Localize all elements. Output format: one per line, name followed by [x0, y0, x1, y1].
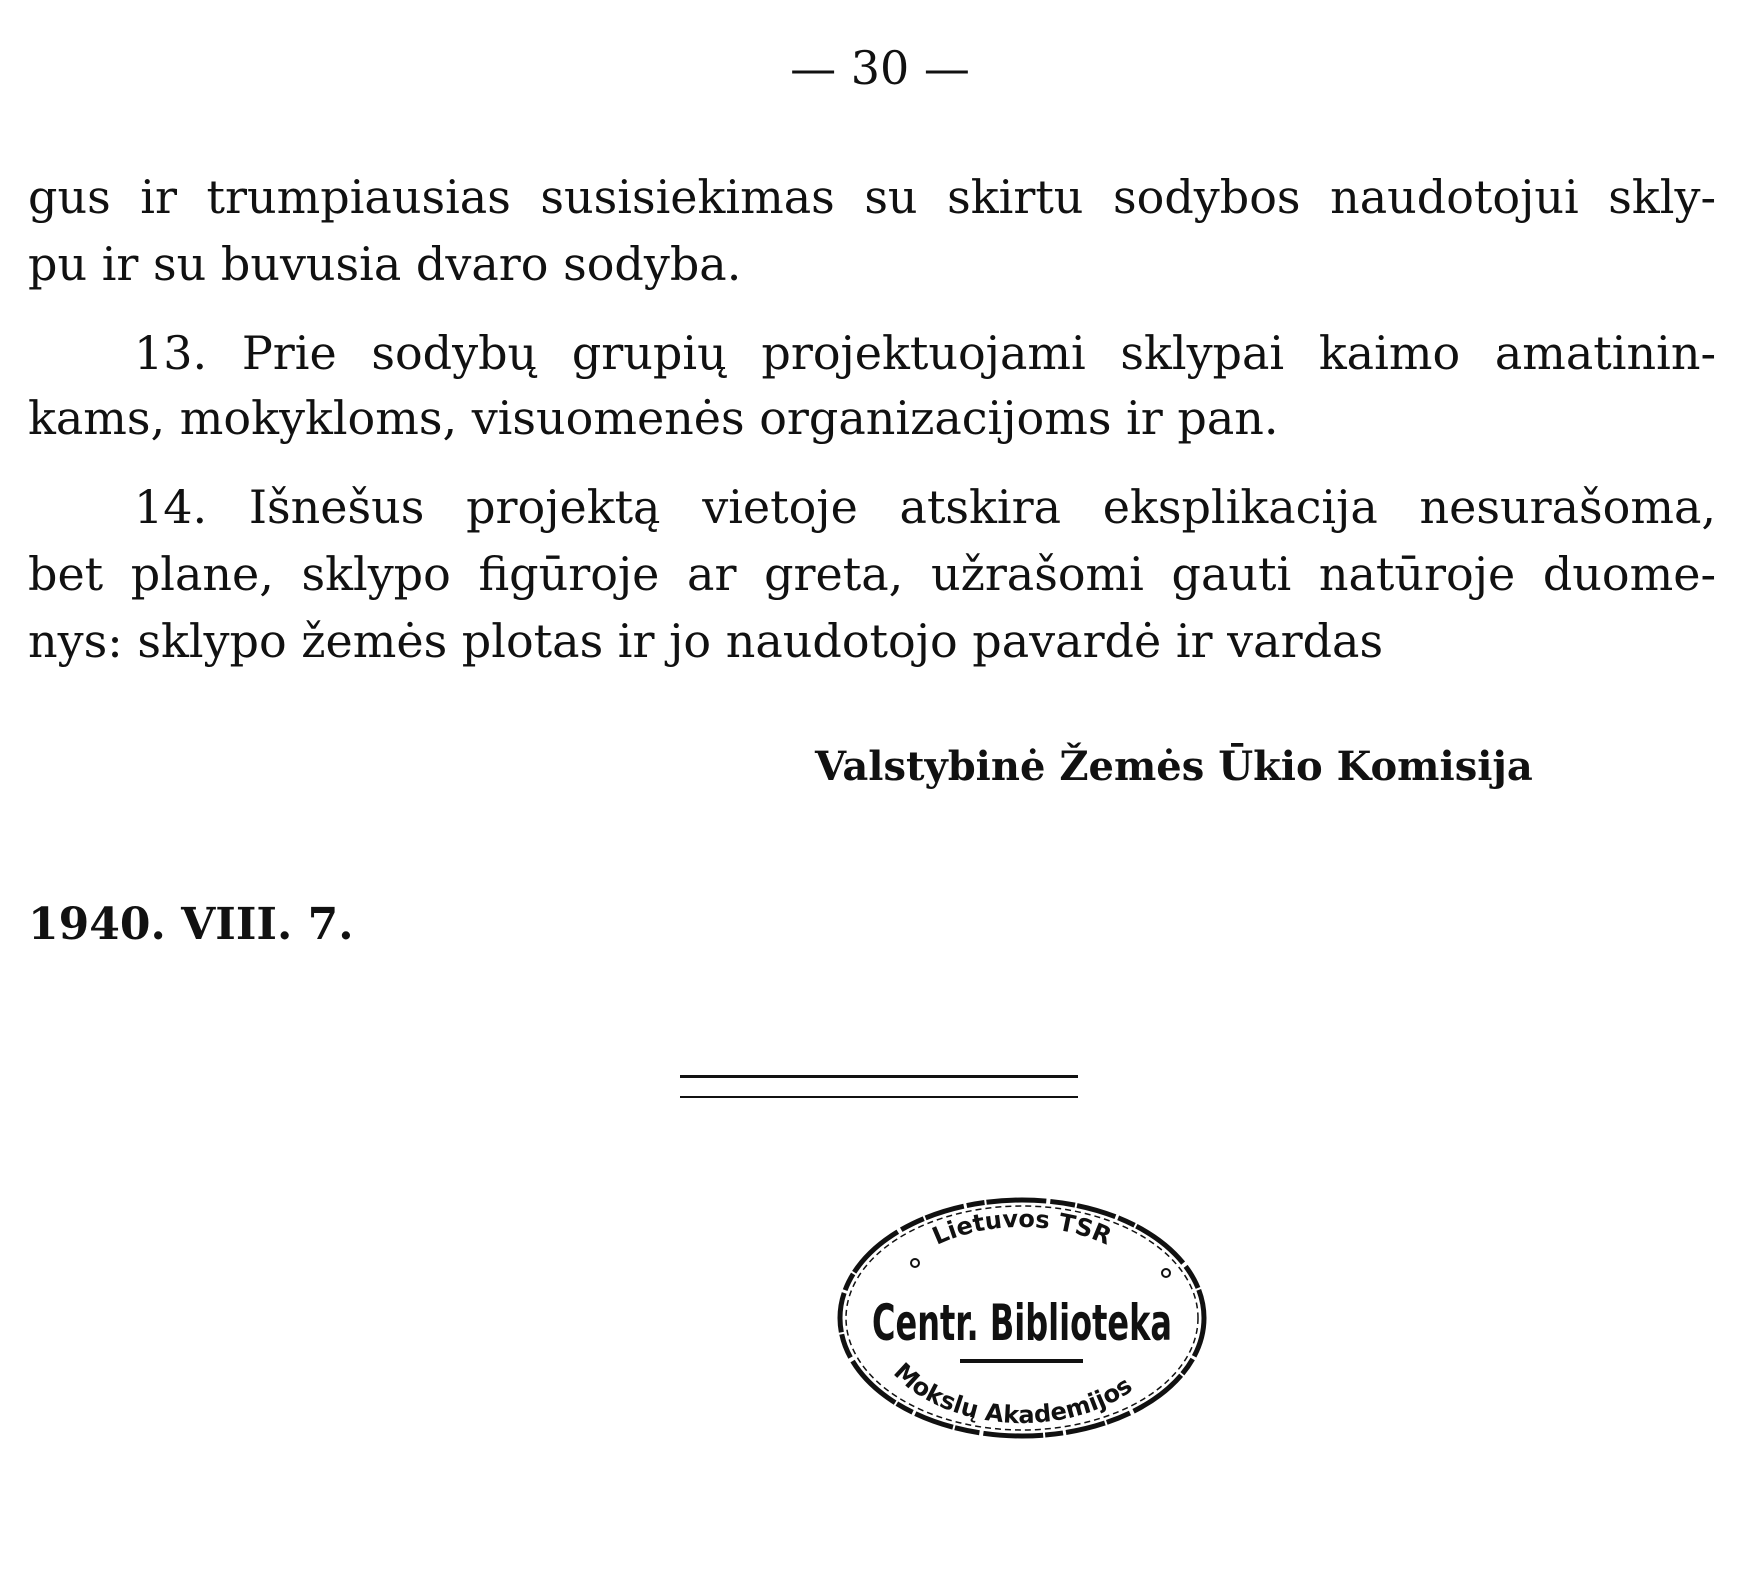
stamp-dot	[1162, 1269, 1170, 1277]
text-line: nys: sklypo žemės plotas ir jo naudotojo pavardė ir vardas	[28, 614, 1384, 668]
stamp-bottom-text: Mokslų Akademijos	[888, 1357, 1138, 1430]
text-line: 13. Prie sodybų grupių projektuojami sklypai kaimo amatinin-	[134, 326, 1716, 380]
stamp-dot	[911, 1259, 919, 1267]
stamp-top-text-wrap	[928, 1205, 1116, 1251]
text-line: bet plane, sklypo figūroje ar greta, užrašomi gauti natūroje duome-	[28, 547, 1716, 601]
text-line: kams, mokykloms, visuomenės organizacijoms ir pan.	[28, 391, 1279, 445]
double-rule-top	[680, 1075, 1078, 1078]
text-line: pu ir su buvusia dvaro sodyba.	[28, 237, 742, 291]
document-date: 1940. VIII. 7.	[28, 899, 354, 950]
signature: Valstybinė Žemės Ūkio Komisija	[815, 743, 1533, 790]
library-stamp	[833, 1193, 1211, 1443]
stamp-center-text: Centr. Biblioteka	[872, 1294, 1172, 1352]
page-number: — 30 —	[790, 41, 970, 95]
stamp-top-text: Lietuvos TSR	[928, 1204, 1116, 1251]
text-line: gus ir trumpiausias susisiekimas su skirtu sodybos naudotojui skly-	[28, 170, 1716, 224]
text-line: 14. Išnešus projektą vietoje atskira eksplikacija nesurašoma,	[134, 480, 1716, 534]
double-rule-bottom	[680, 1096, 1078, 1098]
